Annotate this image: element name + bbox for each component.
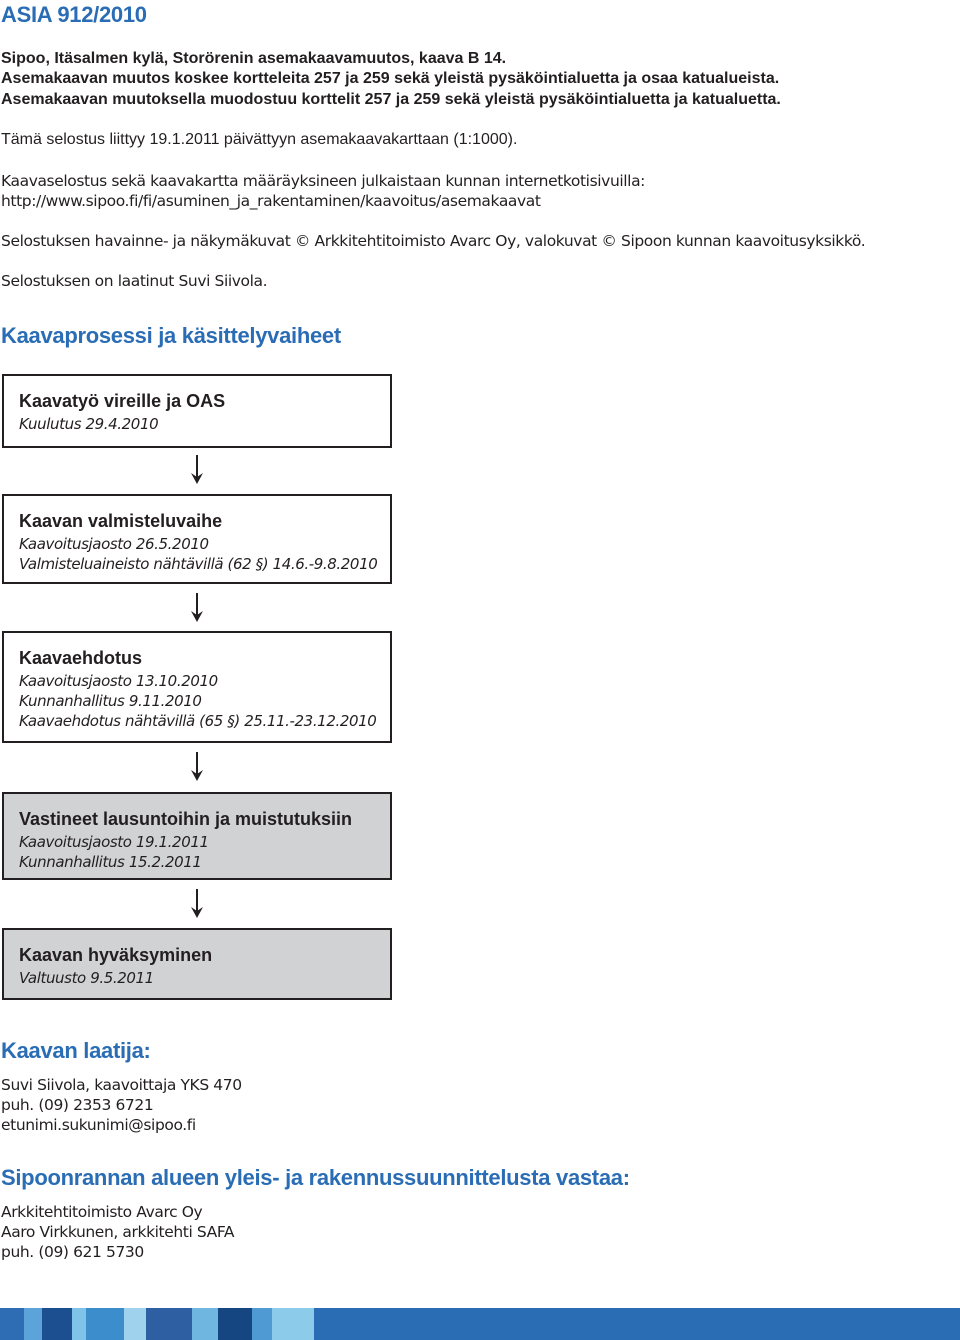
step-title: Vastineet lausuntoihin ja muistutuksiin — [19, 809, 353, 829]
arrow-down-icon — [190, 593, 204, 623]
process-step-5 — [2, 928, 392, 1000]
strip-segment — [218, 1308, 252, 1340]
strip-segment — [24, 1308, 42, 1340]
arrow-down-icon — [190, 889, 204, 919]
website-link[interactable]: http://www.sipoo.fi/fi/asuminen_ja_rakentaminen/kaavoitus/asemakaavat — [1, 192, 541, 210]
decorative-color-strip — [0, 1308, 960, 1340]
page-title: ASIA 912/2010 — [1, 2, 147, 27]
step-detail: Valtuusto 9.5.2011 — [19, 969, 154, 987]
strip-segment — [192, 1308, 218, 1340]
strip-segment — [72, 1308, 86, 1340]
step-title: Kaavan hyväksyminen — [19, 945, 213, 965]
strip-segment — [252, 1308, 272, 1340]
author-phone: puh. (09) 2353 6721 — [1, 1096, 154, 1114]
plan-name: Sipoo, Itäsalmen kylä, Storörenin asemakaavamuutos, kaava B 14. — [1, 50, 507, 67]
strip-segment — [42, 1308, 72, 1340]
author-name: Suvi Siivola, kaavoittaja YKS 470 — [1, 1076, 242, 1094]
process-step-4 — [2, 792, 392, 880]
arrow-down-icon — [190, 752, 204, 782]
plan-change-scope: Asemakaavan muutos koskee kortteleita 257 ja 259 sekä yleistä pysäköintialuetta ja osaa katualueista. — [1, 70, 780, 87]
process-step-2 — [2, 494, 392, 584]
process-step-1 — [2, 374, 392, 448]
step-detail: Kunnanhallitus 9.11.2010 — [19, 692, 202, 710]
process-heading: Kaavaprosessi ja käsittelyvaiheet — [1, 323, 341, 348]
step-detail: Kaavoitusjaosto 19.1.2011 — [19, 833, 209, 851]
step-title: Kaavaehdotus — [19, 648, 143, 668]
strip-segment — [124, 1308, 146, 1340]
step-detail: Kunnanhallitus 15.2.2011 — [19, 853, 202, 871]
step-detail: Kaavaehdotus nähtävillä (65 §) 25.11.-23.12.2010 — [19, 712, 377, 730]
step-detail: Kuulutus 29.4.2010 — [19, 415, 159, 433]
plan-change-result: Asemakaavan muutoksella muodostuu korttelit 257 ja 259 sekä yleistä pysäköintialuetta ja katualuetta. — [1, 91, 781, 108]
publication-note: Kaavaselostus sekä kaavakartta määräyksineen julkaistaan kunnan internetkotisivuilla: — [1, 172, 646, 190]
map-reference: Tämä selostus liittyy 19.1.2011 päivättyyn asemakaavakarttaan (1:1000). — [1, 131, 518, 148]
planner-phone: puh. (09) 621 5730 — [1, 1243, 144, 1261]
process-step-3 — [2, 631, 392, 743]
author-email[interactable]: etunimi.sukunimi@sipoo.fi — [1, 1116, 196, 1134]
strip-segment — [0, 1308, 24, 1340]
step-detail: Kaavoitusjaosto 13.10.2010 — [19, 672, 218, 690]
arrow-down-icon — [190, 455, 204, 485]
step-detail: Kaavoitusjaosto 26.5.2010 — [19, 535, 209, 553]
step-title: Kaavan valmisteluvaihe — [19, 511, 223, 531]
strip-segment — [272, 1308, 314, 1340]
strip-segment — [86, 1308, 124, 1340]
author-heading: Kaavan laatija: — [1, 1038, 151, 1063]
planner-office: Arkkitehtitoimisto Avarc Oy — [1, 1203, 203, 1221]
strip-segment — [146, 1308, 192, 1340]
step-detail: Valmisteluaineisto nähtävillä (62 §) 14.6.-9.8.2010 — [19, 555, 378, 573]
author-note: Selostuksen on laatinut Suvi Siivola. — [1, 272, 268, 290]
image-credits: Selostuksen havainne- ja näkymäkuvat © Arkkitehtitoimisto Avarc Oy, valokuvat © Sipoon kunnan kaavoitusyksikkö. — [1, 232, 866, 250]
step-title: Kaavatyö vireille ja OAS — [19, 391, 226, 411]
strip-segment — [314, 1308, 960, 1340]
planner-architect: Aaro Virkkunen, arkkitehti SAFA — [1, 1223, 235, 1241]
planner-heading: Sipoonrannan alueen yleis- ja rakennussuunnittelusta vastaa: — [1, 1165, 630, 1190]
